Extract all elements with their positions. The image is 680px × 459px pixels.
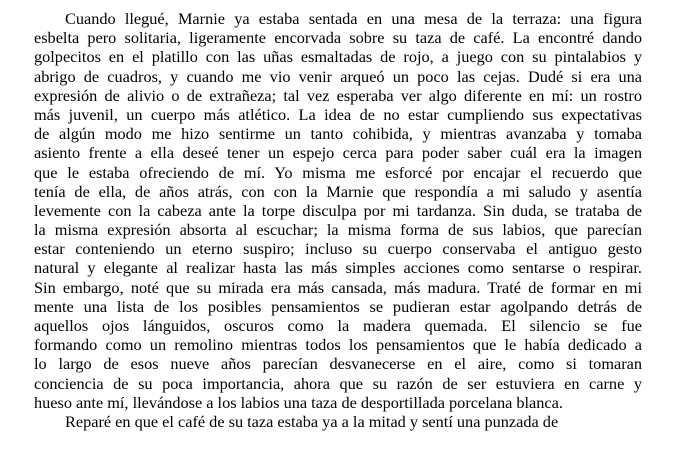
text-line: más juvenil, un cuerpo más atlético. La idea de no estar cumpliendo sus expectativas	[34, 104, 642, 124]
body-text	[34, 9, 642, 431]
text-line: formando como un remolino mientras todos los pensamientos que le había dedicado a	[34, 335, 642, 355]
text-line: de algún modo me hizo sentirme un tanto cohibida, y mientras avanzaba y tomaba	[34, 124, 642, 144]
text-line: Cuando llegué, Marnie ya estaba sentada en una mesa de la terraza: una figura	[65, 9, 642, 28]
text-line: que le estaba ofreciendo de mí. Yo misma me esforcé por encajar el recuerdo que	[34, 162, 642, 182]
text-line: asiento frente a ella deseé tener un espejo cerca para poder saber cuál era la imagen	[34, 143, 642, 163]
text-line: tenía de ella, de años atrás, con con la Marnie que respondía a mi saludo y asentía	[34, 181, 642, 201]
text-line: expresión de alivio o de extrañeza; tal vez esperaba ver algo diferente en mí: un rostro	[34, 85, 642, 105]
text-line: natural y elegante al realizar hasta las más simples acciones como sentarse o respirar.	[34, 258, 642, 278]
text-line: mente una lista de los posibles pensamientos se pudieran estar agolpando detrás de	[34, 296, 642, 316]
text-line: golpecitos en el platillo con las uñas esmaltadas de rojo, a juego con su pintalabios y	[34, 47, 642, 67]
text-line: levemente con la cabeza ante la torpe disculpa por mi tardanza. Sin duda, se trataba de	[34, 200, 642, 220]
text-line: abrigo de cuadros, y cuando me vio venir arqueó un poco las cejas. Dudé si era una	[34, 66, 642, 86]
text-line: Sin embargo, noté que su mirada era más cansada, más madura. Traté de formar en mi	[34, 277, 642, 297]
text-line: estar conteniendo un eterno suspiro; incluso su cuerpo conservaba el antiguo gesto	[34, 239, 642, 259]
paragraph	[34, 9, 642, 412]
text-line: conciencia de su poca importancia, ahora que su razón de ser estuviera en carne y	[34, 373, 642, 393]
paragraph	[34, 412, 642, 431]
text-line: la misma expresión absorta al escuchar; la misma forma de sus labios, que parecían	[34, 220, 642, 240]
text-line-cut-off: Reparé en que el café de su taza estaba ya a la mitad y sentí una punzada de	[65, 411, 559, 431]
text-line: aquellos ojos lánguidos, oscuros como la madera quemada. El silencio se fue	[34, 316, 642, 335]
text-line: esbelta pero solitaria, ligeramente encorvada sobre su taza de café. La encontré dando	[34, 28, 642, 48]
text-line: hueso ante mí, llevándose a los labios una taza de desportillada porcelana blanca.	[34, 392, 563, 412]
text-line: lo largo de esos nueve años parecían desvanecerse en el aire, como si tomaran	[34, 354, 642, 374]
